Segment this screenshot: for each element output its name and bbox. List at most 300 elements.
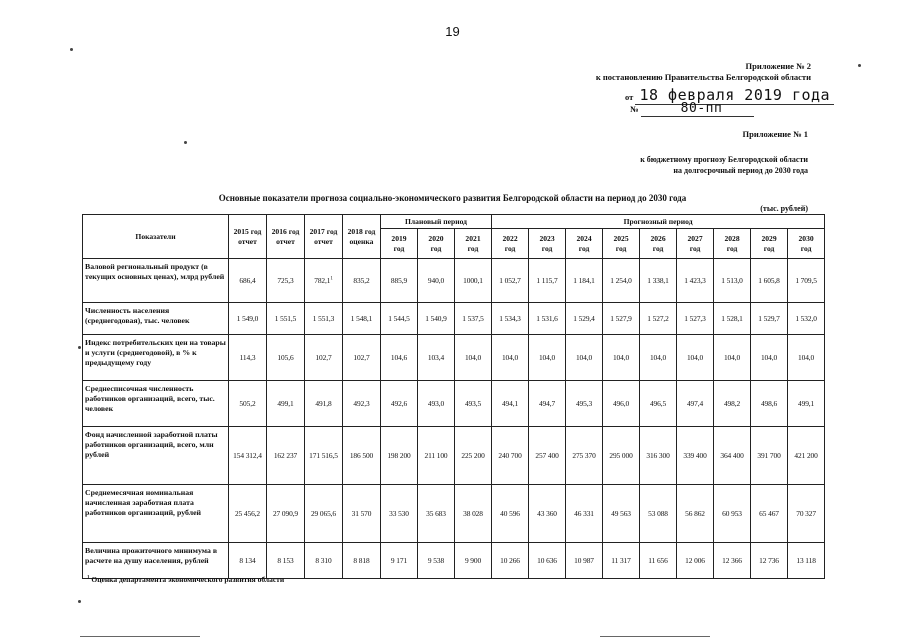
cell-value: 1 531,6 — [536, 314, 558, 323]
value-cell — [267, 335, 305, 381]
cell-value: 1 544,5 — [388, 314, 410, 323]
cell-value: 105,6 — [277, 353, 294, 362]
value-cell — [229, 543, 267, 579]
value-cell — [455, 381, 492, 427]
cell-value: 49 563 — [611, 509, 631, 518]
cell-value: 12 736 — [759, 556, 779, 565]
cell-value: 391 700 — [757, 451, 781, 460]
header-year-number: 2025 — [613, 233, 629, 243]
resolution-number: 80-пп — [641, 101, 755, 117]
value-cell — [343, 335, 381, 381]
cell-value: 12 366 — [722, 556, 742, 565]
header-year-unit: год — [541, 243, 553, 253]
footnote-reference: 1 — [330, 276, 333, 282]
cell-value: 686,4 — [239, 276, 256, 285]
value-cell — [566, 543, 603, 579]
value-cell — [603, 543, 640, 579]
cell-value: 171 516,5 — [309, 451, 338, 460]
resolution-date: 18 февраля 2019 года — [635, 86, 834, 105]
header-year-number: 2021 — [465, 233, 481, 243]
value-cell — [640, 335, 677, 381]
scan-line — [80, 636, 200, 637]
value-cell — [714, 485, 751, 543]
indicator-name: Величина прожиточного минимума в расчете на душу населения, рублей — [83, 543, 229, 579]
cell-value: 8 310 — [315, 556, 332, 565]
value-cell — [788, 485, 825, 543]
cell-value: 10 636 — [537, 556, 557, 565]
cell-value: 9 171 — [390, 556, 408, 565]
cell-value: 103,4 — [427, 353, 445, 362]
value-cell — [418, 259, 455, 303]
value-cell — [677, 303, 714, 335]
value-cell — [492, 485, 529, 543]
cell-value: 104,0 — [464, 353, 482, 362]
value-cell — [714, 335, 751, 381]
header-year-unit: год — [726, 243, 738, 253]
cell-value: 1000,1 — [463, 276, 483, 285]
header-year-unit: год — [763, 243, 775, 253]
value-cell — [229, 381, 267, 427]
appendix-2-title: Приложение № 2 — [745, 61, 811, 71]
value-cell — [455, 427, 492, 485]
cell-value: 1 605,8 — [758, 276, 780, 285]
value-cell — [492, 335, 529, 381]
header-year-number: 2027 — [687, 233, 703, 243]
cell-value: 492,6 — [390, 399, 408, 408]
value-cell — [229, 303, 267, 335]
value-cell — [640, 485, 677, 543]
cell-value: 257 400 — [535, 451, 559, 460]
cell-value: 1 527,2 — [647, 314, 669, 323]
value-cell — [492, 259, 529, 303]
cell-value: 497,4 — [686, 399, 704, 408]
header-planned-period: Плановый период — [381, 215, 492, 229]
cell-value: 885,9 — [390, 276, 408, 285]
cell-value: 56 862 — [685, 509, 705, 518]
value-cell — [492, 381, 529, 427]
value-cell — [492, 303, 529, 335]
cell-value: 1 529,4 — [573, 314, 595, 323]
cell-value: 104,0 — [538, 353, 556, 362]
value-cell — [418, 303, 455, 335]
cell-value: 1 527,9 — [610, 314, 632, 323]
cell-value: 725,3 — [277, 276, 294, 285]
header-year-unit: год — [393, 243, 405, 253]
header-year-number: 2029 — [761, 233, 777, 243]
value-cell — [677, 485, 714, 543]
value-cell — [751, 335, 788, 381]
cell-value: 25 456,2 — [234, 509, 261, 518]
cell-value: 53 088 — [648, 509, 668, 518]
cell-value: 43 360 — [537, 509, 557, 518]
value-cell — [418, 543, 455, 579]
value-cell — [714, 381, 751, 427]
appendix-2-resolution-line: к постановлению Правительства Белгородской области — [595, 72, 811, 82]
value-cell — [381, 259, 418, 303]
value-cell — [381, 543, 418, 579]
cell-value: 65 467 — [759, 509, 779, 518]
value-cell — [305, 303, 343, 335]
value-cell — [305, 335, 343, 381]
value-cell — [529, 427, 566, 485]
header-year — [566, 229, 603, 259]
value-cell — [267, 303, 305, 335]
value-cell — [751, 427, 788, 485]
scan-line — [600, 636, 710, 637]
value-cell — [305, 485, 343, 543]
cell-value: 33 530 — [389, 509, 409, 518]
cell-value: 1 709,5 — [795, 276, 817, 285]
header-2015: 2015 год отчет — [229, 215, 267, 259]
value-cell — [603, 485, 640, 543]
cell-value: 1 527,3 — [684, 314, 706, 323]
value-cell — [566, 303, 603, 335]
table-body — [83, 259, 825, 579]
appendix-1-line1: к бюджетному прогнозу Белгородской области — [640, 155, 808, 164]
cell-value: 104,0 — [575, 353, 593, 362]
cell-value: 27 090,9 — [272, 509, 299, 518]
cell-value: 499,1 — [798, 399, 815, 408]
cell-value: 835,2 — [353, 276, 370, 285]
value-cell — [381, 381, 418, 427]
cell-value: 339 400 — [683, 451, 707, 460]
value-cell — [305, 427, 343, 485]
cell-value: 11 317 — [611, 556, 631, 565]
value-cell — [343, 485, 381, 543]
cell-value: 8 818 — [353, 556, 370, 565]
value-cell — [267, 427, 305, 485]
header-2016: 2016 год отчет — [267, 215, 305, 259]
value-cell — [714, 427, 751, 485]
header-year-unit: год — [467, 243, 479, 253]
indicator-name: Среднесписочная численность работников организаций, всего, тыс. человек — [83, 381, 229, 427]
table-row — [83, 543, 825, 579]
cell-value: 104,0 — [686, 353, 704, 362]
value-cell — [751, 303, 788, 335]
table-row — [83, 427, 825, 485]
cell-value: 8 134 — [239, 556, 256, 565]
header-year — [751, 229, 788, 259]
cell-value: 211 100 — [424, 451, 448, 460]
value-cell — [788, 427, 825, 485]
header-year-unit: год — [504, 243, 516, 253]
cell-value: 104,0 — [798, 353, 815, 362]
cell-value: 1 551,5 — [274, 314, 297, 323]
value-cell — [418, 335, 455, 381]
value-cell — [455, 335, 492, 381]
cell-value: 104,0 — [612, 353, 630, 362]
header-year — [529, 229, 566, 259]
value-cell — [529, 259, 566, 303]
cell-value: 104,6 — [390, 353, 408, 362]
cell-value: 940,0 — [427, 276, 445, 285]
cell-value: 186 500 — [349, 451, 374, 460]
header-year-unit: год — [430, 243, 442, 253]
cell-value: 1 529,7 — [758, 314, 780, 323]
cell-value: 9 538 — [427, 556, 445, 565]
value-cell — [788, 335, 825, 381]
value-cell — [267, 543, 305, 579]
header-year-unit: год — [689, 243, 701, 253]
value-cell — [305, 381, 343, 427]
header-year — [640, 229, 677, 259]
value-cell — [603, 381, 640, 427]
scan-dot — [78, 600, 81, 603]
header-indicators: Показатели — [83, 215, 229, 259]
value-cell — [381, 485, 418, 543]
cell-value: 29 065,6 — [310, 509, 337, 518]
cell-value: 104,0 — [501, 353, 519, 362]
cell-value: 31 570 — [351, 509, 372, 518]
footnote — [87, 575, 284, 584]
header-year — [492, 229, 529, 259]
value-cell — [229, 335, 267, 381]
value-cell — [566, 335, 603, 381]
cell-value: 1 537,5 — [462, 314, 484, 323]
value-cell — [455, 543, 492, 579]
cell-value: 102,7 — [315, 353, 332, 362]
value-cell — [566, 381, 603, 427]
cell-value: 60 953 — [722, 509, 742, 518]
table-row — [83, 303, 825, 335]
value-cell — [751, 543, 788, 579]
cell-value: 496,5 — [649, 399, 667, 408]
value-cell — [640, 259, 677, 303]
value-cell — [343, 259, 381, 303]
value-cell — [603, 335, 640, 381]
value-cell — [714, 259, 751, 303]
appendix-1-line2: на долгосрочный период до 2030 года — [673, 166, 808, 175]
value-cell — [566, 259, 603, 303]
cell-value: 499,1 — [277, 399, 294, 408]
value-cell — [677, 381, 714, 427]
value-cell — [603, 303, 640, 335]
header-year — [788, 229, 825, 259]
cell-value: 38 028 — [463, 509, 483, 518]
value-cell — [788, 381, 825, 427]
cell-value: 102,7 — [353, 353, 370, 362]
cell-value: 8 153 — [277, 556, 294, 565]
header-forecast-period: Прогнозный период — [492, 215, 825, 229]
value-cell — [492, 543, 529, 579]
scan-dot — [184, 141, 187, 144]
value-cell — [788, 303, 825, 335]
footnote-text: Оценка департамента экономического развития области — [91, 575, 285, 584]
cell-value: 492,3 — [353, 399, 370, 408]
value-cell — [640, 381, 677, 427]
cell-value: 505,2 — [239, 399, 256, 408]
cell-value: 114,3 — [239, 353, 256, 362]
cell-value: 1 254,0 — [610, 276, 632, 285]
table-row — [83, 259, 825, 303]
value-cell — [603, 259, 640, 303]
value-cell — [714, 303, 751, 335]
cell-value: 35 683 — [426, 509, 446, 518]
cell-value: 1 115,7 — [536, 276, 558, 285]
value-cell — [529, 543, 566, 579]
header-year — [677, 229, 714, 259]
cell-value: 46 331 — [574, 509, 594, 518]
cell-value: 494,7 — [538, 399, 556, 408]
cell-value: 11 656 — [648, 556, 668, 565]
cell-value: 496,0 — [612, 399, 630, 408]
value-cell — [455, 303, 492, 335]
value-cell — [418, 427, 455, 485]
value-cell — [677, 335, 714, 381]
indicator-name: Валовой региональный продукт (в текущих основных ценах), млрд рублей — [83, 259, 229, 303]
header-year-unit: год — [578, 243, 590, 253]
value-cell — [529, 335, 566, 381]
cell-value: 421 200 — [794, 451, 818, 460]
value-cell — [267, 259, 305, 303]
value-cell — [229, 259, 267, 303]
cell-value: 498,2 — [723, 399, 741, 408]
value-cell — [381, 427, 418, 485]
indicator-name: Фонд начисленной заработной платы работников организаций, всего, млн рублей — [83, 427, 229, 485]
header-year-number: 2019 — [391, 233, 407, 243]
scan-dot — [78, 346, 81, 349]
cell-value: 1 549,0 — [236, 314, 259, 323]
header-2017: 2017 год отчет — [305, 215, 343, 259]
cell-value: 40 596 — [500, 509, 520, 518]
value-cell — [751, 381, 788, 427]
cell-value: 154 312,4 — [233, 451, 262, 460]
header-year-number: 2020 — [428, 233, 444, 243]
value-cell — [381, 303, 418, 335]
cell-value: 240 700 — [498, 451, 522, 460]
cell-value: 1 532,0 — [795, 314, 817, 323]
cell-value: 494,1 — [501, 399, 519, 408]
header-year-number: 2030 — [798, 233, 814, 243]
cell-value: 782,1 — [314, 276, 331, 285]
value-cell — [640, 303, 677, 335]
cell-value: 10 266 — [500, 556, 520, 565]
header-year — [455, 229, 492, 259]
value-cell — [751, 485, 788, 543]
value-cell — [455, 485, 492, 543]
cell-value: 162 237 — [273, 451, 298, 460]
header-year-number: 2023 — [539, 233, 555, 243]
header-year-number: 2022 — [502, 233, 518, 243]
cell-value: 1 052,7 — [499, 276, 521, 285]
cell-value: 1 540,9 — [425, 314, 447, 323]
value-cell — [305, 259, 343, 303]
value-cell — [492, 427, 529, 485]
cell-value: 104,0 — [723, 353, 741, 362]
cell-value: 104,0 — [649, 353, 667, 362]
value-cell — [529, 485, 566, 543]
cell-value: 225 200 — [461, 451, 485, 460]
header-year-number: 2024 — [576, 233, 592, 243]
cell-value: 295 000 — [609, 451, 633, 460]
value-cell — [788, 259, 825, 303]
scan-dot — [70, 48, 73, 51]
cell-value: 13 118 — [796, 556, 816, 565]
cell-value: 1 551,3 — [312, 314, 335, 323]
header-year — [714, 229, 751, 259]
value-cell — [566, 485, 603, 543]
appendix-1-title: Приложение № 1 — [742, 129, 808, 139]
appendix-2-header — [551, 61, 811, 83]
value-cell — [677, 543, 714, 579]
value-cell — [640, 543, 677, 579]
header-year-unit: год — [615, 243, 627, 253]
cell-value: 491,8 — [315, 399, 332, 408]
table-header-row-1 — [83, 215, 825, 229]
document-title: Основные показатели прогноза социально-экономического развития Белгородской области на период до 2030 года — [218, 193, 687, 203]
units-label: (тыс. рублей) — [760, 204, 808, 213]
value-cell — [267, 485, 305, 543]
footnote-marker: 1 — [87, 575, 90, 581]
value-cell — [305, 543, 343, 579]
resolution-number-row — [630, 101, 754, 116]
header-year-unit: год — [800, 243, 812, 253]
header-year-number: 2026 — [650, 233, 666, 243]
indicator-name: Численность населения (среднегодовая), тыс. человек — [83, 303, 229, 335]
scan-dot — [858, 64, 861, 67]
value-cell — [529, 303, 566, 335]
cell-value: 493,5 — [464, 399, 482, 408]
value-cell — [603, 427, 640, 485]
cell-value: 1 423,3 — [684, 276, 706, 285]
cell-value: 1 184,1 — [573, 276, 595, 285]
indicator-name: Среднемесячная номинальная начисленная заработная плата работников организаций, рублей — [83, 485, 229, 543]
cell-value: 498,6 — [760, 399, 778, 408]
value-cell — [229, 427, 267, 485]
header-year-unit: год — [652, 243, 664, 253]
value-cell — [640, 427, 677, 485]
cell-value: 10 987 — [574, 556, 594, 565]
header-year — [603, 229, 640, 259]
value-cell — [418, 381, 455, 427]
header-year-number: 2028 — [724, 233, 740, 243]
value-cell — [343, 427, 381, 485]
value-cell — [529, 381, 566, 427]
header-year — [418, 229, 455, 259]
date-prefix: от — [625, 92, 634, 102]
indicator-name: Индекс потребительских цен на товары и услуги (среднегодовой), в % к предыдущему году — [83, 335, 229, 381]
cell-value: 70 327 — [796, 509, 816, 518]
cell-value: 364 400 — [720, 451, 744, 460]
forecast-table — [82, 214, 825, 579]
cell-value: 1 513,0 — [721, 276, 743, 285]
cell-value: 1 528,1 — [721, 314, 743, 323]
value-cell — [381, 335, 418, 381]
cell-value: 104,0 — [760, 353, 778, 362]
value-cell — [677, 427, 714, 485]
table-row — [83, 485, 825, 543]
cell-value: 12 006 — [685, 556, 705, 565]
header-2018: 2018 год оценка — [343, 215, 381, 259]
cell-value: 1 548,1 — [350, 314, 373, 323]
value-cell — [267, 381, 305, 427]
value-cell — [566, 427, 603, 485]
value-cell — [343, 543, 381, 579]
cell-value: 493,0 — [427, 399, 445, 408]
appendix-1-subtitle — [640, 154, 808, 176]
cell-value: 1 338,1 — [647, 276, 669, 285]
value-cell — [418, 485, 455, 543]
value-cell — [343, 381, 381, 427]
number-prefix: № — [630, 104, 639, 114]
value-cell — [751, 259, 788, 303]
cell-value: 9 900 — [464, 556, 482, 565]
cell-value: 1 534,3 — [499, 314, 521, 323]
value-cell — [455, 259, 492, 303]
cell-value: 495,3 — [575, 399, 593, 408]
value-cell — [343, 303, 381, 335]
table-row — [83, 381, 825, 427]
